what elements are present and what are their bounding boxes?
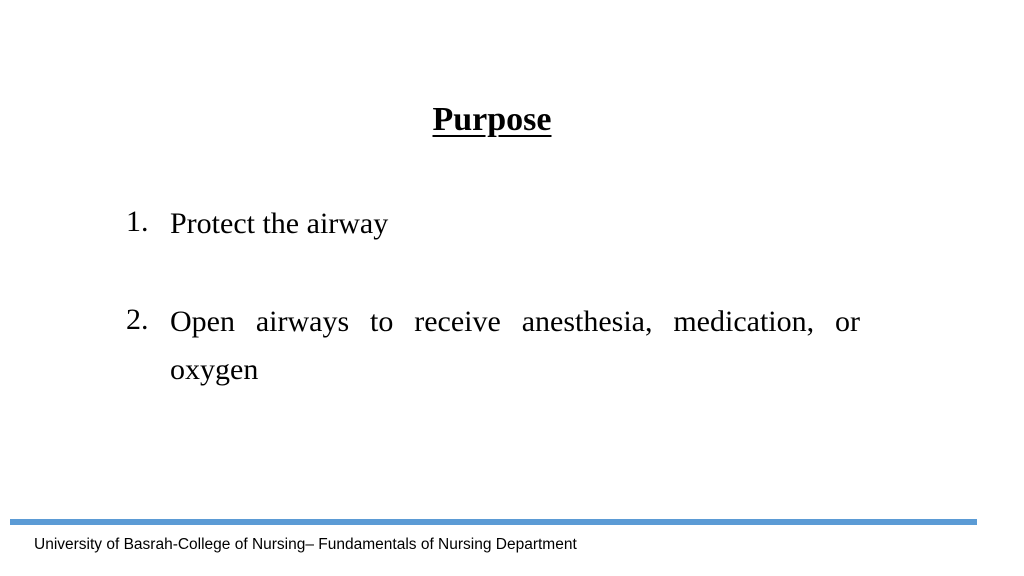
footer-divider	[10, 519, 977, 525]
list-item-number: 1.	[126, 205, 149, 238]
slide-title-text: Purpose	[432, 101, 552, 138]
list-item-number: 2.	[126, 303, 149, 336]
list-item-text: Protect the airway	[170, 207, 389, 240]
footer-text: University of Basrah-College of Nursing– Fundamentals of Nursing Department	[34, 536, 577, 553]
slide-title	[0, 98, 984, 142]
list-item-text: Open airways to receive anesthesia, medication, or oxygen	[170, 305, 860, 386]
